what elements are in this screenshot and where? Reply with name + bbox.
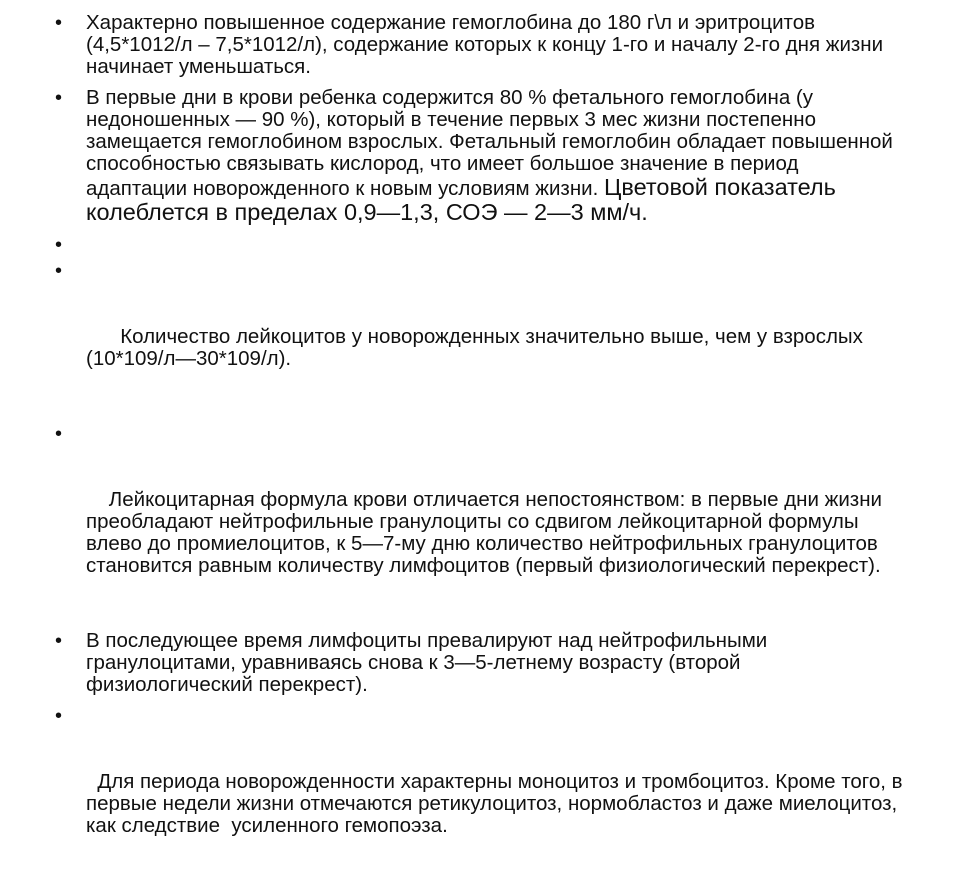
bullet-item-hemoglobin	[55, 12, 905, 78]
bullet-item-empty	[55, 234, 905, 256]
bullet-item-leukocytes	[55, 260, 905, 414]
bullet-text: Лейкоцитарная формула крови отличается непостоянством: в первые дни жизни преобладают нейтрофильные гранулоциты со сдвигом лейкоцитарной формулы влево до промиелоцитов, к 5—7-му дню количество нейтрофильных гранулоцитов становится равным количеству лимфоцитов (первый физиологический перекрест).	[86, 488, 888, 577]
bullet-text: В первые дни в крови ребенка содержится 80 % фетального гемоглобина (у недоношенных — 90 %), который в течение первых 3 мес жизни постепенно замещается гемоглобином взрослых. Фетальный гемоглобин обладает повышенной способностью связывать кислород, что имеет большое значение в период адаптации новорожденного к новым условиям жизни.	[86, 86, 893, 200]
bullet-item-leukocyte-formula	[55, 423, 905, 621]
bullet-marker: •	[55, 705, 63, 727]
bullet-item-monocytosis	[55, 705, 909, 881]
bullet-marker: •	[55, 12, 63, 34]
bullet-marker: •	[55, 423, 63, 445]
bullet-item-lymphocytes	[55, 630, 905, 696]
bullet-marker: •	[55, 87, 63, 109]
bullet-marker: •	[55, 260, 63, 282]
bullet-text: Характерно повышенное содержание гемоглобина до 180 г\л и эритроцитов (4,5*1012/л – 7,5*1012/л), содержание которых к концу 1-го и началу 2-го дня жизни начинает уменьшаться.	[86, 11, 884, 78]
bullet-item-fetal-hemoglobin	[55, 87, 905, 225]
bullet-text: Количество лейкоцитов у новорожденных значительно выше, чем у взрослых (10*109/л—30*109/л).	[86, 325, 869, 370]
bullet-text: В последующее время лимфоциты превалируют над нейтрофильными гранулоцитами, уравниваясь снова к 3—5-летнему возрасту (второй физиологический перекрест).	[86, 629, 768, 696]
bullet-text-large: Цветовой показатель колеблется в пределах 0,9—1,3, СОЭ — 2—3 мм/ч.	[86, 174, 836, 225]
bullet-marker: •	[55, 234, 63, 256]
bullet-text-container	[86, 87, 905, 225]
bullet-list	[55, 11, 909, 881]
bullet-marker: •	[55, 630, 63, 652]
bullet-text: Для периода новорожденности характерны моноцитоз и тромбоцитоз. Кроме того, в первые недели жизни отмечаются ретикулоцитоз, нормобластоз и даже миелоцитоз, как следствие усиленного гемопоэза.	[86, 770, 909, 837]
